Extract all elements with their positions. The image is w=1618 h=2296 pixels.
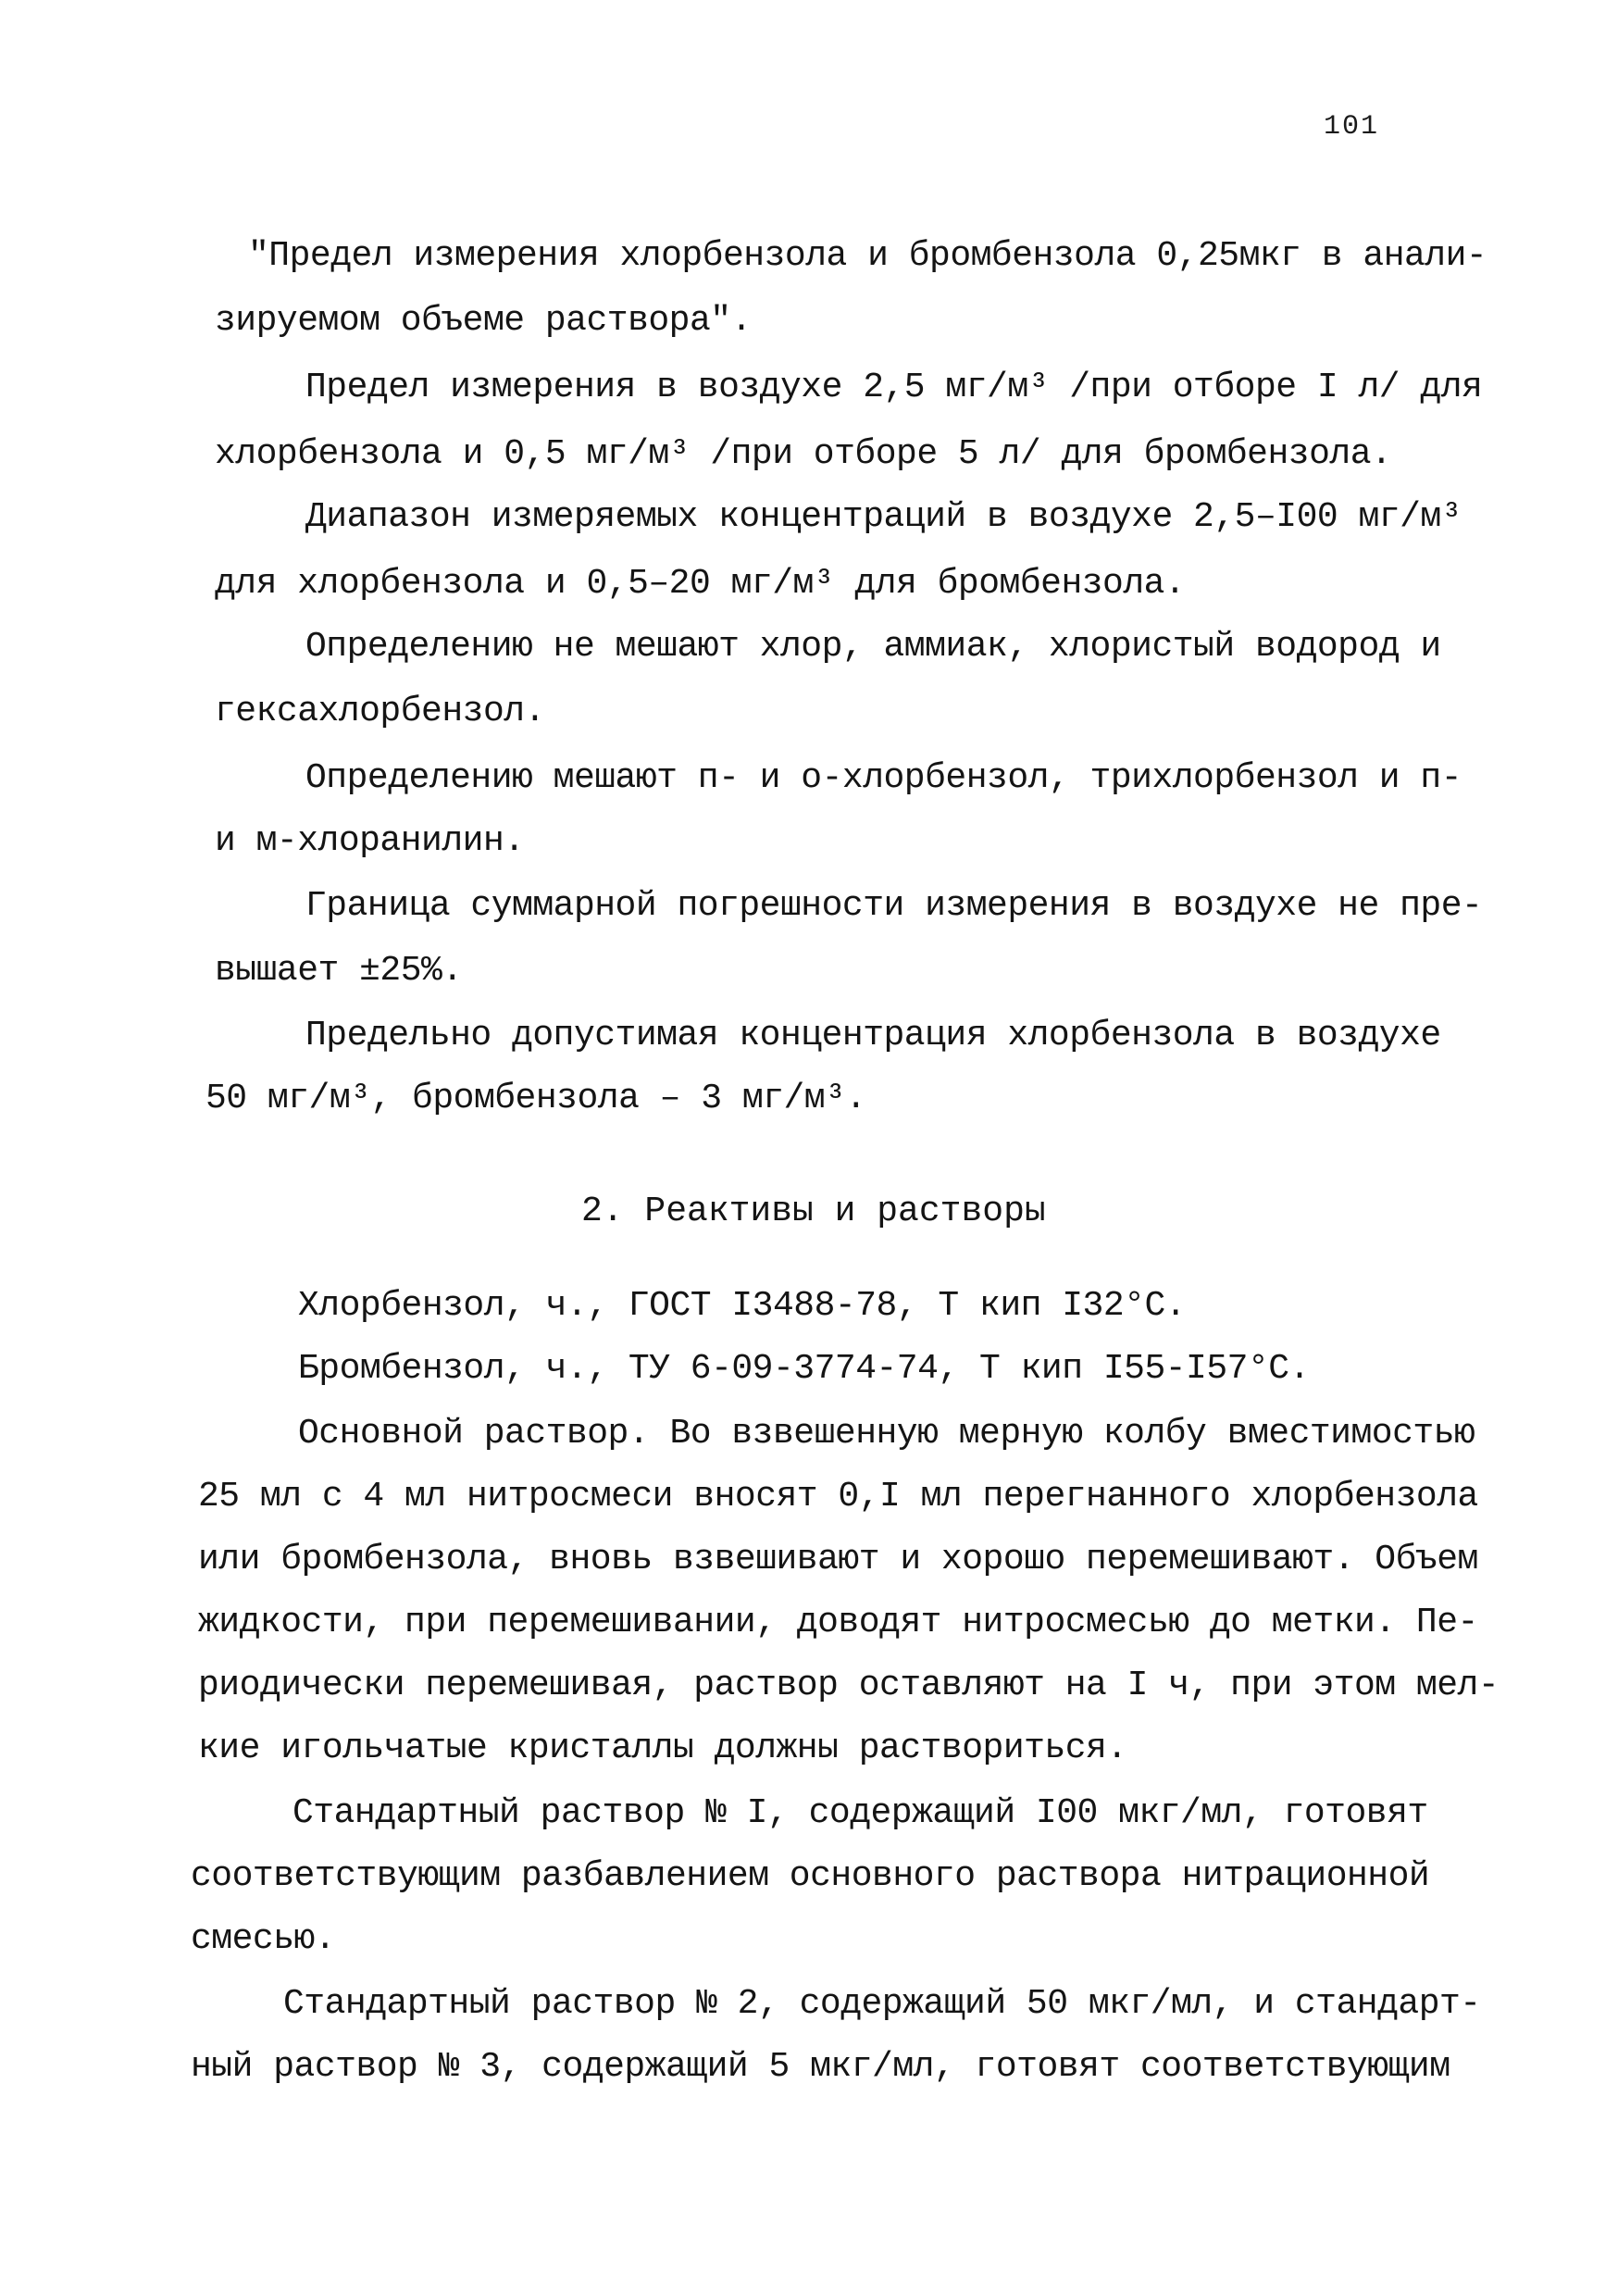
text-line: Граница суммарной погрешности измерения в воздухе не пре- (305, 886, 1483, 926)
text-line: ный раствор № 3, содержащий 5 мкг/мл, готовят соответствующим (191, 2047, 1450, 2087)
text-line: Предел измерения в воздухе 2,5 мг/м³ /при отборе I л/ для (305, 368, 1483, 407)
text-line: хлорбензола и 0,5 мг/м³ /при отборе 5 л/ для бромбензола. (215, 434, 1392, 474)
text-line: или бромбензола, вновь взвешивают и хорошо перемешивают. Объем (198, 1540, 1478, 1579)
text-line: вышает ±25%. (215, 951, 463, 991)
text-line: соответствующим разбавлением основного раствора нитрационной (191, 1856, 1430, 1896)
text-line: Определению не мешают хлор, аммиак, хлористый водород и (305, 627, 1441, 667)
text-line: риодически перемешивая, раствор оставляют на I ч, при этом мел- (198, 1666, 1500, 1705)
text-line: Предельно допустимая концентрация хлорбензола в воздухе (305, 1016, 1441, 1055)
text-line: Определению мешают п- и о-хлорбензол, трихлорбензол и п- (305, 758, 1462, 798)
section-heading: 2. Реактивы и растворы (581, 1192, 1046, 1231)
text-line: зируемом объеме раствора". (215, 301, 752, 341)
reagent-line: Бромбензол, ч., ТУ 6-09-3774-74, Т кип I55-I57°С. (298, 1349, 1310, 1389)
text-line: кие игольчатые кристаллы должны раствориться. (198, 1728, 1127, 1768)
page-number: 101 (1324, 111, 1380, 143)
text-line: гексахлорбензол. (215, 692, 545, 731)
text-line: "Предел измерения хлорбензола и бромбензола 0,25мкг в анали- (248, 236, 1487, 276)
text-line: смесью. (191, 1919, 336, 1959)
text-line: Основной раствор. Во взвешенную мерную колбу вместимостью (298, 1414, 1475, 1454)
text-line: Стандартный раствор № I, содержащий I00 мкг/мл, готовят (292, 1793, 1428, 1833)
reagent-line: Хлорбензол, ч., ГОСТ I3488-78, Т кип I32°С. (298, 1286, 1187, 1326)
text-line: 50 мг/м³, бромбензола – 3 мг/м³. (205, 1079, 866, 1118)
text-line: и м-хлоранилин. (215, 821, 525, 861)
text-line: Стандартный раствор № 2, содержащий 50 мкг/мл, и стандарт- (283, 1984, 1481, 2024)
text-line: для хлорбензола и 0,5–20 мг/м³ для бромбензола. (215, 564, 1186, 604)
text-line: Диапазон измеряемых концентраций в воздухе 2,5–I00 мг/м³ (305, 497, 1462, 537)
text-line: 25 мл с 4 мл нитросмеси вносят 0,I мл перегнанного хлорбензола (198, 1477, 1478, 1516)
text-line: жидкости, при перемешивании, доводят нитросмесью до метки. Пе- (198, 1603, 1478, 1642)
